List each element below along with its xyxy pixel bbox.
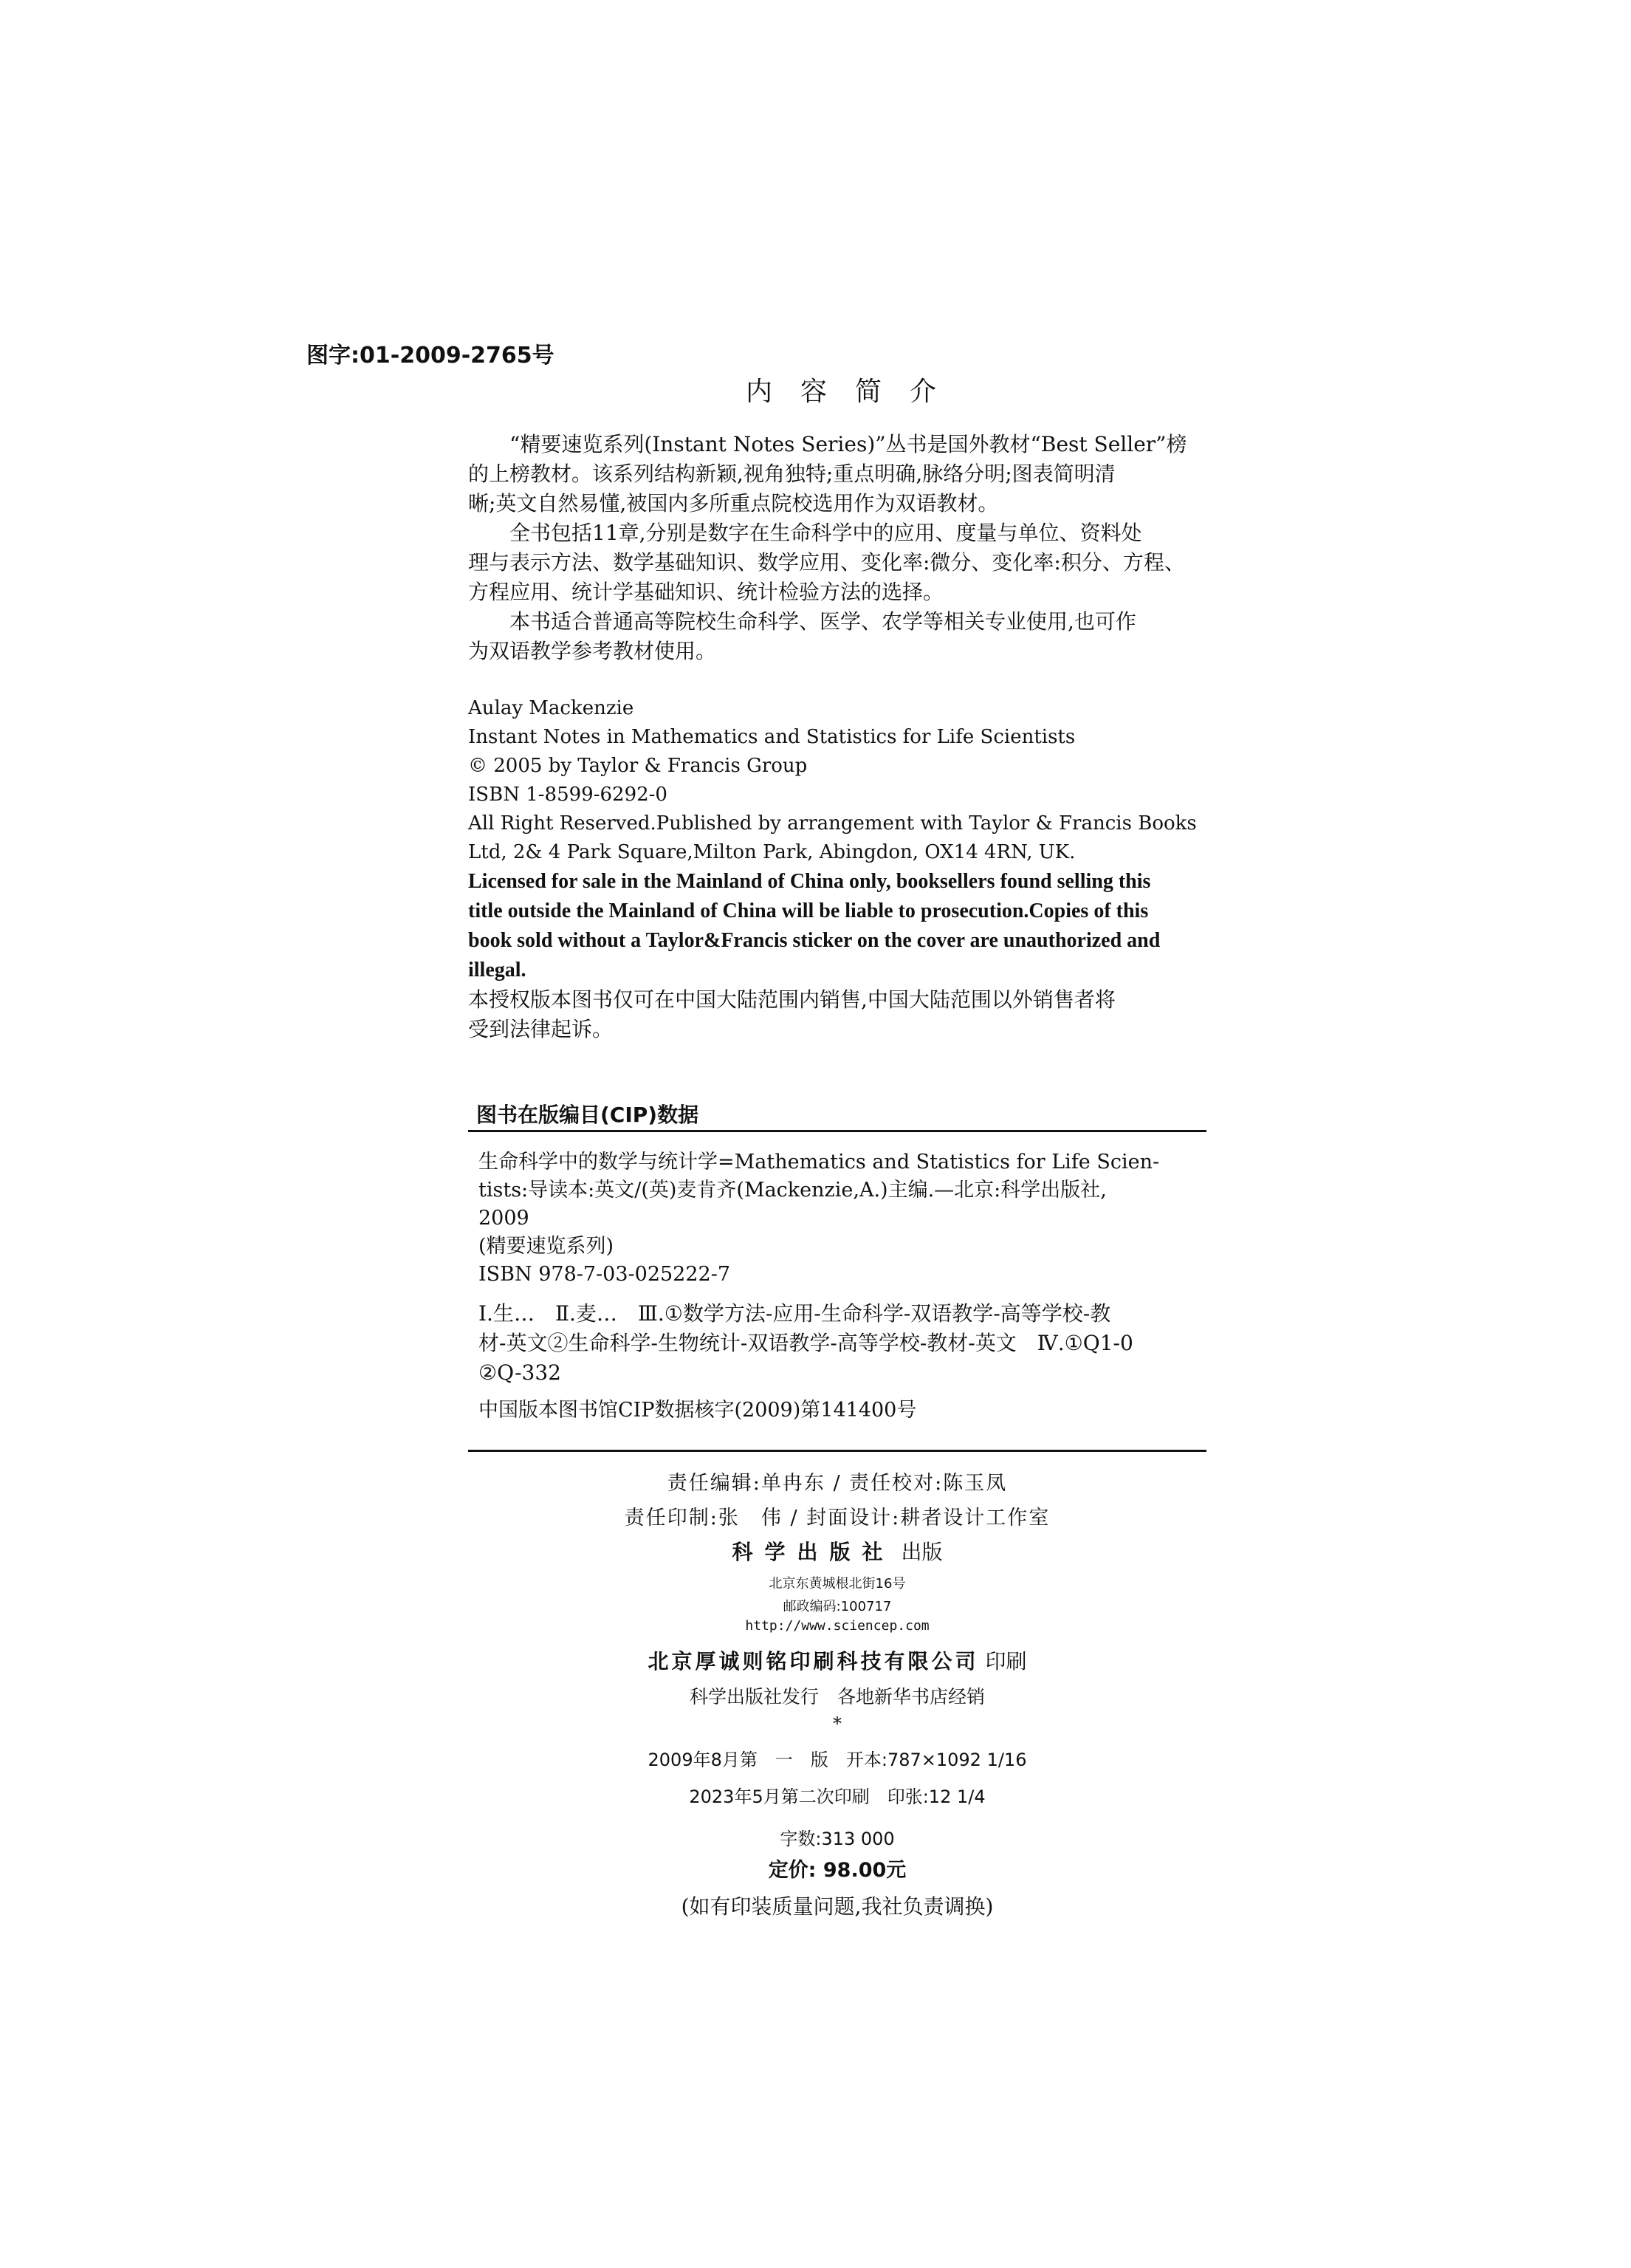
- summary-line: 理与表示方法、数学基础知识、数学应用、变化率:微分、变化率:积分、方程、: [468, 550, 1185, 575]
- summary-line: 方程应用、统计学基础知识、统计检验方法的选择。: [468, 580, 944, 604]
- distribution-line: 科学出版社发行 各地新华书店经销: [689, 1686, 985, 1707]
- divider: [468, 1450, 1206, 1452]
- edition-line: 2023年5月第二次印刷 印张:12 1/4: [689, 1786, 986, 1807]
- classification-line: ②Q-332: [478, 1360, 561, 1385]
- classification-line: Ⅰ.生… Ⅱ.麦… Ⅲ.①数学方法-应用-生命科学-双语教学-高等学校-教: [478, 1301, 1111, 1326]
- editors-line: 责任编辑:单冉东 / 责任校对:陈玉凤: [667, 1472, 1008, 1495]
- rights-line: Ltd, 2& 4 Park Square,Milton Park, Abingdon, OX14 4RN, UK.: [468, 841, 1076, 863]
- sale-notice-line: title outside the Mainland of China will be liable to prosecution.Copies of this: [468, 900, 1149, 922]
- edition-line: 2009年8月第 一 版 开本:787×1092 1/16: [648, 1750, 1027, 1770]
- summary-line: “精要速览系列(Instant Notes Series)”丛书是国外教材“Best Seller”榜: [468, 432, 1187, 456]
- cip-classification: [478, 1299, 1209, 1388]
- summary-line: 为双语教学参考教材使用。: [468, 639, 717, 663]
- publisher-line: [468, 1536, 1206, 1566]
- sale-notice-cn-line: 本授权版本图书仅可在中国大陆范围内销售,中国大陆范围以外销售者将: [468, 987, 1116, 1012]
- cip-entry-line: 生命科学中的数学与统计学=Mathematics and Statistics for Life Scien-: [478, 1151, 1160, 1174]
- cip-record: 中国版本图书馆CIP数据核字(2009)第141400号: [478, 1399, 917, 1422]
- summary-line: 全书包括11章,分别是数字在生命科学中的应用、度量与单位、资料处: [468, 521, 1142, 545]
- classification-line: 材-英文②生命科学-生物统计-双语教学-高等学校-教材-英文 Ⅳ.①Q1-0: [478, 1331, 1133, 1355]
- price: 定价: 98.00元: [768, 1859, 907, 1882]
- summary-paragraph: [468, 430, 1206, 518]
- summary-line: 的上榜教材。该系列结构新颖,视角独特;重点明确,脉络分明;图表简明清: [468, 462, 1116, 486]
- author-name: Aulay Mackenzie: [468, 697, 634, 719]
- printer-name: 北京厚诚则铭印刷科技有限公司: [648, 1649, 979, 1673]
- sale-notice-line: Licensed for sale in the Mainland of China only, booksellers found selling this: [468, 870, 1151, 893]
- publisher-suffix: 出版: [901, 1540, 943, 1564]
- original-title: Instant Notes in Mathematics and Statistics for Life Scientists: [468, 726, 1076, 748]
- summary-line: 晰;英文自然易懂,被国内多所重点院校选用作为双语教材。: [468, 491, 999, 515]
- license-section: [468, 694, 1206, 1044]
- sale-notice-line: illegal.: [468, 959, 526, 981]
- summary-paragraph: [468, 607, 1206, 666]
- editors-line: 责任印制:张 伟 / 封面设计:耕者设计工作室: [624, 1507, 1051, 1529]
- summary-paragraph: [468, 518, 1206, 607]
- cip-entry-line: tists:导读本:英文/(英)麦肯齐(Mackenzie,A.)主编.—北京:科学出版社,: [478, 1179, 1107, 1202]
- permit-number: 图字:01-2009-2765号: [306, 343, 554, 369]
- rights-line: All Right Reserved.Published by arrangement with Taylor & Francis Books: [468, 812, 1197, 835]
- divider: [468, 1130, 1206, 1132]
- printer-line: [468, 1645, 1206, 1675]
- publisher-address: 北京东黄城根北街16号: [769, 1576, 906, 1592]
- copyright-line: © 2005 by Taylor & Francis Group: [468, 755, 808, 777]
- sale-notice-cn-line: 受到法律起诉。: [468, 1017, 614, 1041]
- summary-section: [468, 430, 1206, 666]
- cip-header: 图书在版编目(CIP)数据: [476, 1103, 699, 1127]
- cip-entry-line: 2009: [478, 1207, 529, 1230]
- summary-line: 本书适合普通高等院校生命科学、医学、农学等相关专业使用,也可作: [468, 609, 1136, 634]
- publisher-name: 科学出版社: [732, 1540, 895, 1564]
- separator-star: *: [833, 1713, 842, 1734]
- cip-entry-line: (精要速览系列): [478, 1235, 614, 1258]
- cip-entry-line: ISBN 978-7-03-025222-7: [478, 1263, 731, 1286]
- sale-notice-line: book sold without a Taylor&Francis sticker on the cover are unauthorized and: [468, 929, 1161, 952]
- original-isbn: ISBN 1-8599-6292-0: [468, 784, 667, 806]
- postal-code: 邮政编码:100717: [783, 1599, 892, 1614]
- summary-title: 内容简介: [746, 377, 965, 407]
- quality-notice: (如有印装质量问题,我社负责调换): [681, 1894, 994, 1919]
- publisher-website: http://www.sciencep.com: [745, 1618, 930, 1634]
- cip-data: [478, 1148, 1209, 1425]
- printer-suffix: 印刷: [985, 1649, 1027, 1673]
- word-count: 字数:313 000: [780, 1829, 895, 1849]
